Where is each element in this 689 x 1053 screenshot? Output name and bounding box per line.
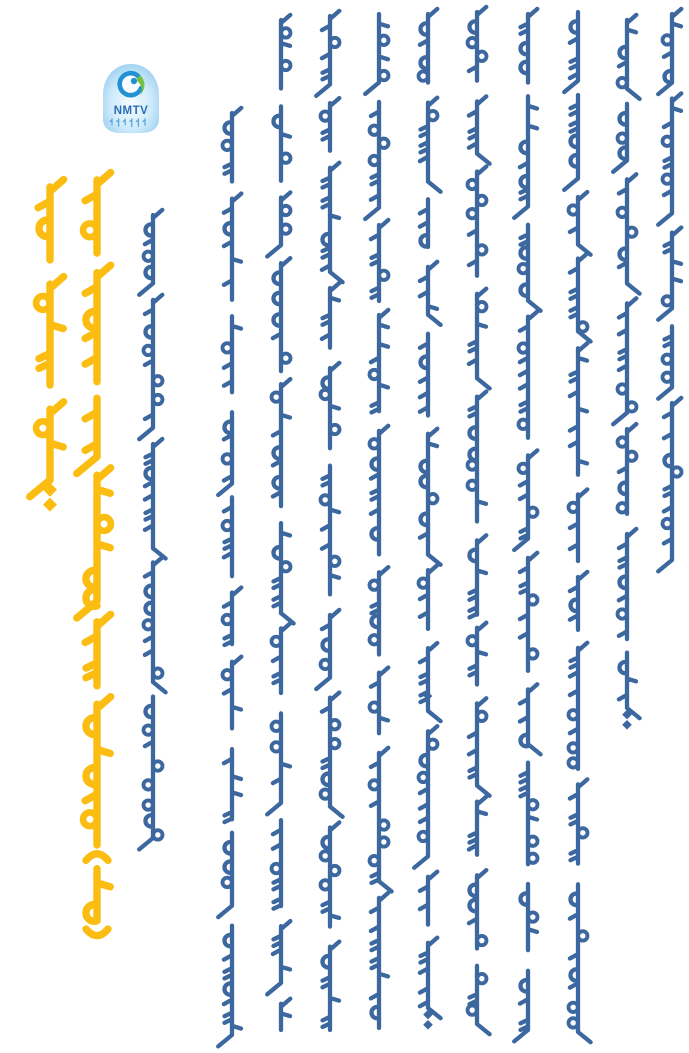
script-loop xyxy=(223,521,232,530)
script-loop xyxy=(144,725,153,734)
script-loop xyxy=(153,830,162,839)
script-loop xyxy=(379,139,388,148)
script-loop xyxy=(477,974,486,983)
script-loop xyxy=(468,209,477,218)
script-loop xyxy=(370,370,379,379)
script-strokes xyxy=(218,108,241,1047)
script-loop xyxy=(477,245,486,254)
script-loop xyxy=(83,812,97,826)
body-col-10 xyxy=(604,8,650,754)
open-paren xyxy=(86,854,108,861)
script-loop xyxy=(477,712,486,721)
script-loop xyxy=(379,71,388,80)
script-loop xyxy=(569,710,578,719)
script-loop xyxy=(663,519,672,528)
script-loop xyxy=(370,580,379,589)
script-loop xyxy=(330,720,339,729)
script-loop xyxy=(569,743,578,752)
script-loop xyxy=(569,1018,578,1027)
script-loop xyxy=(672,467,681,476)
body-col-3 xyxy=(258,8,304,1053)
script-loop xyxy=(468,460,477,469)
script-loop xyxy=(153,761,162,770)
script-loop xyxy=(663,355,672,364)
script-loop xyxy=(578,828,587,837)
swirl-dot xyxy=(131,78,137,84)
body-col-9 xyxy=(555,0,601,1053)
body-col-11 xyxy=(649,2,689,606)
script-loop xyxy=(281,224,290,233)
headline-col-2 xyxy=(68,166,126,977)
script-loop xyxy=(519,420,528,429)
parenthesized-word xyxy=(86,869,110,922)
script-loop xyxy=(97,517,111,531)
script-loop xyxy=(468,636,477,645)
script-loop xyxy=(419,578,428,587)
script-loop xyxy=(272,864,281,873)
script-loop xyxy=(528,595,537,604)
script-loop xyxy=(321,880,330,889)
script-strokes xyxy=(30,180,64,497)
script-loop xyxy=(144,346,153,355)
script-loop xyxy=(321,111,330,120)
nmtv-logo xyxy=(99,62,163,134)
script-loop xyxy=(528,800,537,809)
script-loop xyxy=(223,670,232,679)
script-loop xyxy=(569,503,578,512)
script-loop xyxy=(321,390,330,399)
body-col-8 xyxy=(505,2,551,1053)
script-loop xyxy=(477,196,486,205)
script-loop xyxy=(330,38,339,47)
script-loop xyxy=(153,668,162,677)
script-loop xyxy=(321,789,330,798)
script-loop xyxy=(477,52,486,61)
script-loop xyxy=(370,635,379,644)
script-loop xyxy=(281,28,290,37)
script-loop xyxy=(528,912,537,921)
script-strokes xyxy=(658,9,681,572)
script-loop xyxy=(379,837,388,846)
script-loop xyxy=(379,36,388,45)
script-loop xyxy=(519,464,528,473)
script-loop xyxy=(223,615,232,624)
script-loop xyxy=(370,126,379,135)
script-loop xyxy=(144,800,153,809)
script-loop xyxy=(370,856,379,865)
body-col-1 xyxy=(130,203,176,884)
script-loop xyxy=(370,780,379,789)
script-loop xyxy=(281,354,290,363)
body-col-2 xyxy=(209,101,255,1053)
script-loop xyxy=(223,878,232,887)
script-loop xyxy=(663,296,672,305)
script-loop xyxy=(321,660,330,669)
script-loop xyxy=(223,141,232,150)
script-strokes xyxy=(267,15,293,1030)
script-loop xyxy=(468,1005,477,1014)
script-loop xyxy=(468,38,477,47)
script-loop xyxy=(468,180,477,189)
close-paren xyxy=(86,929,108,936)
script-loop xyxy=(144,620,153,629)
script-loop xyxy=(569,205,578,214)
script-loop xyxy=(528,649,537,658)
punctuation-dot xyxy=(43,498,57,512)
body-col-6 xyxy=(405,2,451,1053)
script-loop xyxy=(153,376,162,385)
script-loop xyxy=(428,740,437,749)
script-loop xyxy=(281,153,290,162)
body-col-4 xyxy=(307,4,353,1053)
script-loop xyxy=(321,851,330,860)
script-loop xyxy=(36,296,50,310)
script-loop xyxy=(618,78,627,87)
script-loop xyxy=(370,156,379,165)
script-loop xyxy=(618,437,627,446)
script-loop xyxy=(419,832,428,841)
script-loop xyxy=(618,133,627,142)
nmtv-wordmark: NMTV xyxy=(113,105,149,117)
script-loop xyxy=(428,111,437,120)
script-loop xyxy=(519,343,528,352)
script-loop xyxy=(370,702,379,711)
script-loop xyxy=(272,722,281,731)
body-col-7 xyxy=(454,0,500,1048)
script-strokes xyxy=(365,14,391,1028)
script-strokes xyxy=(469,7,490,1034)
script-loop xyxy=(272,742,281,751)
script-strokes xyxy=(316,11,342,1030)
script-loop xyxy=(569,758,578,767)
script-loop xyxy=(153,395,162,404)
punctuation-dot xyxy=(622,720,632,730)
script-loop xyxy=(578,322,587,331)
script-loop xyxy=(618,384,627,393)
script-loop xyxy=(428,494,437,503)
script-loop xyxy=(379,271,388,280)
nmtv-logo-graphic xyxy=(99,62,163,134)
script-loop xyxy=(419,71,428,80)
script-strokes xyxy=(77,173,111,845)
script-loop xyxy=(663,137,672,146)
script-loop xyxy=(618,609,627,618)
script-loop xyxy=(223,454,232,463)
script-loop xyxy=(519,264,528,273)
punctuation-dot xyxy=(423,1020,433,1030)
script-loop xyxy=(370,439,379,448)
script-loop xyxy=(663,373,672,382)
script-strokes xyxy=(564,12,590,1042)
script-loop xyxy=(528,837,537,846)
script-loop xyxy=(272,637,281,646)
script-loop xyxy=(663,35,672,44)
script-strokes xyxy=(139,210,165,850)
script-loop xyxy=(627,228,636,237)
script-loop xyxy=(379,820,388,829)
body-col-5 xyxy=(356,2,402,1052)
script-loop xyxy=(477,302,486,311)
script-loop xyxy=(330,557,339,566)
script-loop xyxy=(36,421,50,435)
script-loop xyxy=(618,208,627,217)
script-loop xyxy=(618,503,627,512)
script-loop xyxy=(419,773,428,782)
script-loop xyxy=(477,936,486,945)
script-strokes xyxy=(514,9,540,1042)
script-loop xyxy=(83,223,97,237)
script-loop xyxy=(281,206,290,215)
script-loop xyxy=(528,854,537,863)
script-loop xyxy=(281,562,290,571)
script-loop xyxy=(663,174,672,183)
script-loop xyxy=(321,495,330,504)
script-strokes xyxy=(414,9,440,1018)
script-loop xyxy=(569,1003,578,1012)
script-loop xyxy=(223,343,232,352)
script-loop xyxy=(144,252,153,261)
script-loop xyxy=(330,739,339,748)
script-loop xyxy=(281,61,290,70)
script-loop xyxy=(627,452,636,461)
script-loop xyxy=(468,481,477,490)
script-loop xyxy=(627,402,636,411)
script-loop xyxy=(578,931,587,940)
script-loop xyxy=(144,780,153,789)
script-loop xyxy=(528,508,537,517)
script-loop xyxy=(272,392,281,401)
script-loop xyxy=(330,866,339,875)
script-loop xyxy=(330,425,339,434)
